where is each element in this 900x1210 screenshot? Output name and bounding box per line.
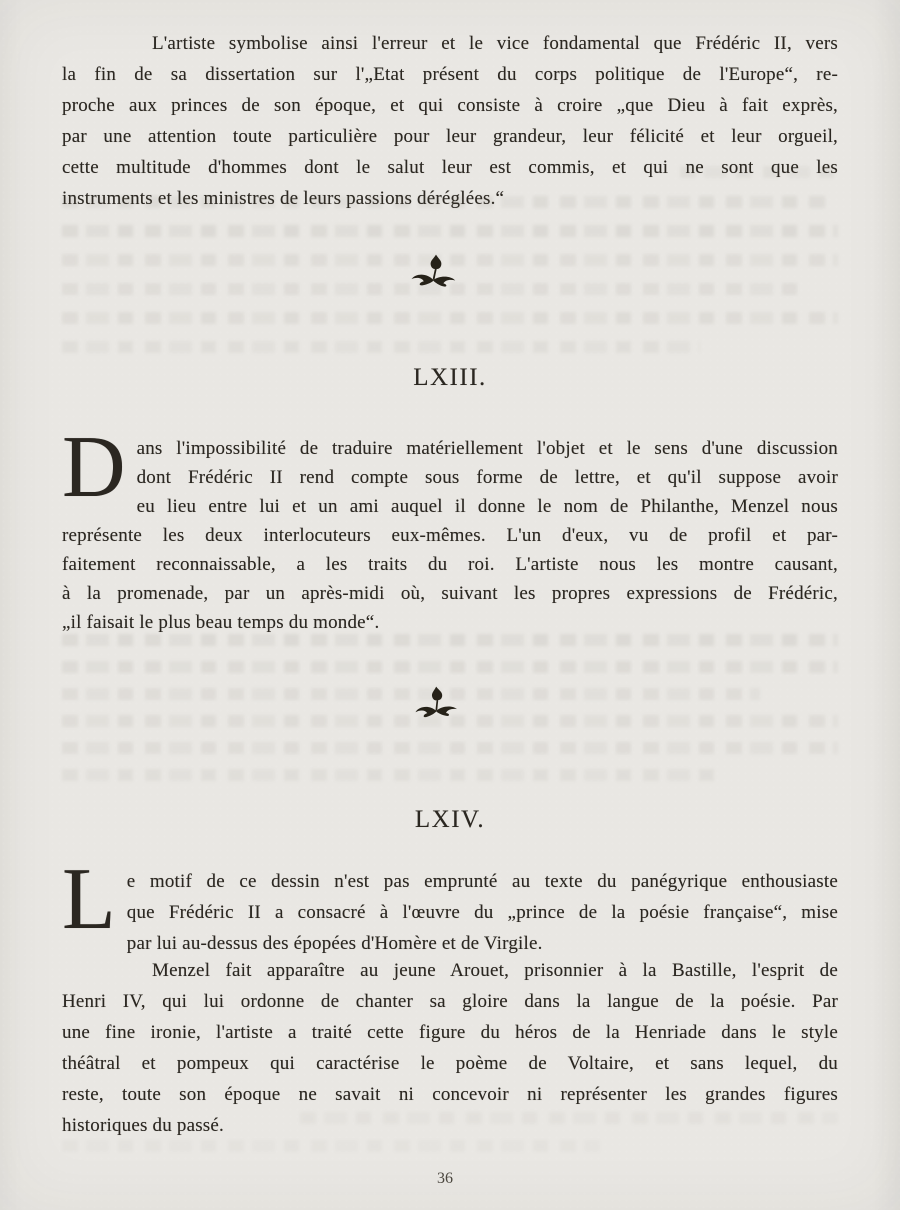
text-line: cette multitude d'hommes dont le salut leur est commis, et qui ne sont que les: [62, 157, 838, 178]
text-line: reste, toute son époque ne savait ni concevoir ni représenter les grandes figures: [62, 1084, 838, 1105]
text-line: faitement reconnaissable, a les traits du roi. L'artiste nous les montre causant,: [62, 554, 838, 575]
text-line: ans l'impossibilité de traduire matériellement l'objet et le sens d'une discussion: [136, 438, 838, 459]
section-heading-lxiii: LXIII.: [413, 364, 487, 391]
section-lxiii-paragraph: [62, 419, 838, 637]
page-number: 36: [437, 1170, 453, 1187]
text-line: L'artiste symbolise ainsi l'erreur et le vice fondamental que Frédéric II, vers: [152, 33, 838, 54]
ghost-text-line: [62, 634, 838, 646]
ghost-text-line: [62, 742, 838, 754]
ghost-text-line: [62, 769, 720, 781]
fleuron-ornament-1: [408, 253, 464, 293]
drop-cap-l: L: [62, 851, 116, 948]
text-line: à la promenade, par un après-midi où, suivant les propres expressions de Frédéric,: [62, 583, 838, 604]
text-line: e motif de ce dessin n'est pas emprunté au texte du panégyrique enthousiaste: [126, 871, 838, 892]
text-line: instruments et les ministres de leurs passions déréglées.“: [62, 188, 505, 209]
text-line: Henri IV, qui lui ordonne de chanter sa gloire dans la langue de la poésie. Par: [62, 991, 838, 1012]
ghost-text-line: [62, 1140, 600, 1152]
text-line: une fine ironie, l'artiste a traité cette figure du héros de la Henriade dans le style: [62, 1022, 838, 1043]
text-line: par lui au-dessus des épopées d'Homère et de Virgile.: [126, 933, 543, 954]
text-line: eu lieu entre lui et un ami auquel il donne le nom de Philanthe, Menzel nous: [136, 496, 838, 517]
text-line: que Frédéric II a consacré à l'œuvre du „prince de la poésie française“, mise: [126, 902, 838, 923]
fleuron-icon: [410, 682, 467, 725]
text-line: „il faisait le plus beau temps du monde“.: [62, 612, 380, 633]
text-line: la fin de sa dissertation sur l'„Etat présent du corps politique de l'Europe“, re-: [62, 64, 838, 85]
text-line: historiques du passé.: [62, 1115, 224, 1136]
section-lxiv-paragraph-1: [62, 851, 838, 959]
fleuron-ornament-2: [410, 682, 467, 725]
text-line: dont Frédéric II rend compte sous forme de lettre, et qu'il suppose avoir: [136, 467, 838, 488]
drop-cap-d: D: [62, 419, 126, 516]
text-line: théâtral et pompeux qui caractérise le poème de Voltaire, et sans lequel, du: [62, 1053, 838, 1074]
ghost-text-line: [62, 225, 838, 237]
ghost-text-line: [62, 661, 838, 673]
fleuron-icon: [408, 253, 464, 293]
ghost-text-line: [300, 1112, 838, 1124]
text-line: représente les deux interlocuteurs eux-mêmes. L'un d'eux, vu de profil et par-: [62, 525, 838, 546]
ghost-text-line: [62, 196, 830, 208]
opening-paragraph: [62, 28, 838, 214]
text-line: Menzel fait apparaître au jeune Arouet, prisonnier à la Bastille, l'esprit de: [152, 960, 838, 981]
section-heading-lxiv: LXIV.: [414, 806, 486, 833]
text-line: par une attention toute particulière pour leur grandeur, leur félicité et leur orgueil,: [62, 126, 838, 147]
text-line: proche aux princes de son époque, et qui consiste à croire „que Dieu à fait exprès,: [62, 95, 838, 116]
ghost-text-line: [62, 312, 838, 324]
ghost-text-line: [680, 166, 838, 178]
ghost-text-line: [62, 341, 700, 353]
